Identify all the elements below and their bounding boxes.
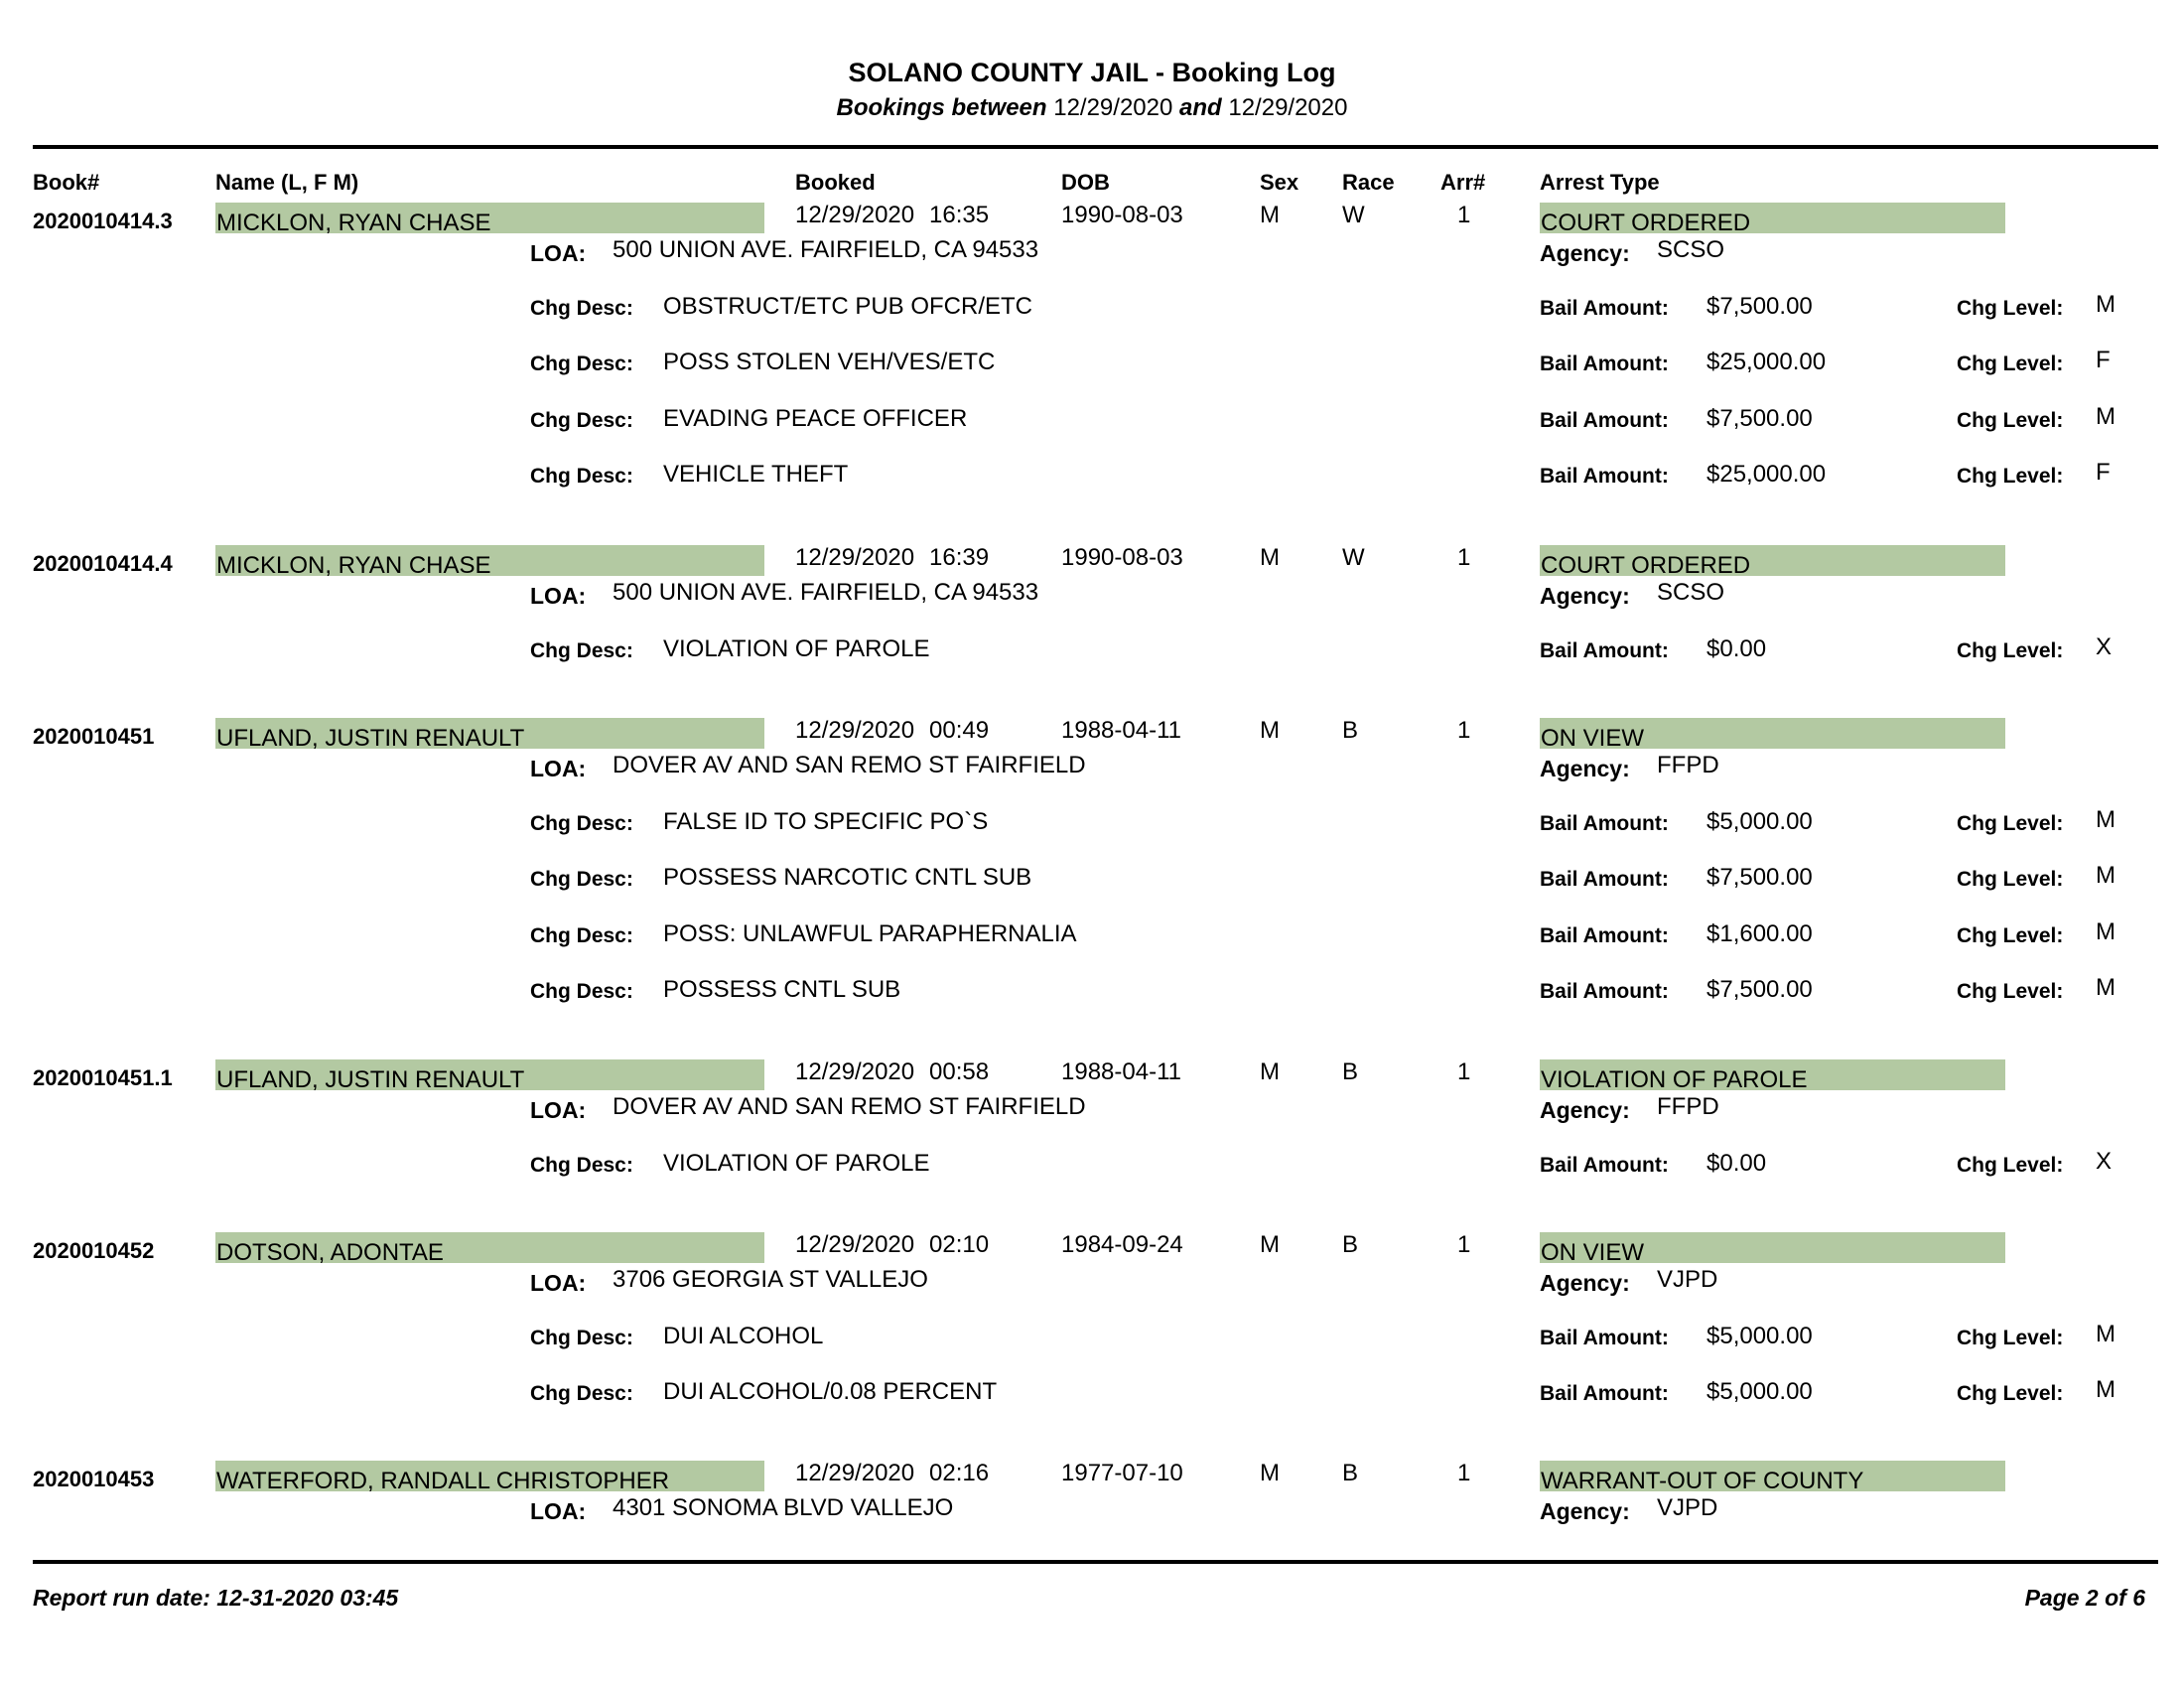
agency-label: Agency:: [1540, 240, 1630, 266]
sex: M: [1260, 717, 1280, 744]
chg-level-label: Chg Level:: [1957, 465, 2064, 488]
charge-row: [0, 1150, 2184, 1184]
charge-row: [0, 808, 2184, 842]
charge-row: [0, 864, 2184, 898]
loa-label: LOA:: [530, 1270, 587, 1296]
arrest-number: 1: [1457, 202, 1471, 228]
charge-row: [0, 461, 2184, 494]
chg-desc-value: VEHICLE THEFT: [663, 461, 849, 488]
booked-time: 02:10: [929, 1231, 990, 1258]
bail-amount-value: $25,000.00: [1706, 461, 1827, 488]
report-subtitle: [0, 94, 2184, 122]
date-to: 12/29/2020: [1228, 94, 1348, 121]
chg-desc-value: DUI ALCOHOL/0.08 PERCENT: [663, 1378, 998, 1405]
booked-date: 12/29/2020: [795, 1231, 915, 1258]
agency-label: Agency:: [1540, 583, 1630, 609]
arrest-number: 1: [1457, 1460, 1471, 1486]
booked-date: 12/29/2020: [795, 717, 915, 744]
agency-value: VJPD: [1657, 1494, 1718, 1521]
book-number: 2020010452: [33, 1238, 155, 1263]
chg-level-label: Chg Level:: [1957, 297, 2064, 320]
arrest-type: WARRANT-OUT OF COUNTY: [1541, 1468, 1864, 1494]
book-number: 2020010414.4: [33, 551, 173, 576]
chg-desc-label: Chg Desc:: [530, 812, 633, 835]
charge-row: [0, 1378, 2184, 1412]
sex: M: [1260, 544, 1280, 571]
bail-amount-value: $25,000.00: [1706, 349, 1827, 375]
person-name: MICKLON, RYAN CHASE: [216, 210, 491, 236]
agency-value: SCSO: [1657, 579, 1725, 606]
race: B: [1342, 1460, 1359, 1486]
page-number: Page 2 of 6: [2024, 1585, 2145, 1611]
chg-level-value: M: [2096, 403, 2116, 430]
footer-rule: [33, 1560, 2158, 1564]
chg-level-label: Chg Level:: [1957, 352, 2064, 375]
col-race: Race: [1342, 170, 1395, 195]
loa-label: LOA:: [530, 240, 587, 266]
booked-time: 00:49: [929, 717, 990, 744]
sex: M: [1260, 1460, 1280, 1486]
chg-level-label: Chg Level:: [1957, 639, 2064, 662]
arrest-type: ON VIEW: [1541, 1239, 1645, 1266]
chg-desc-label: Chg Desc:: [530, 980, 633, 1003]
chg-desc-label: Chg Desc:: [530, 639, 633, 662]
name-highlight: [215, 1059, 764, 1093]
agency-value: FFPD: [1657, 752, 1719, 778]
dob: 1988-04-11: [1061, 1058, 1181, 1085]
chg-level-label: Chg Level:: [1957, 1382, 2064, 1405]
chg-level-value: M: [2096, 974, 2116, 1001]
sex: M: [1260, 1231, 1280, 1258]
booked-date: 12/29/2020: [795, 1460, 915, 1486]
chg-level-label: Chg Level:: [1957, 924, 2064, 947]
person-name: MICKLON, RYAN CHASE: [216, 552, 491, 579]
arrest-type: COURT ORDERED: [1541, 552, 1751, 579]
bail-amount-label: Bail Amount:: [1540, 1327, 1669, 1349]
bail-amount-label: Bail Amount:: [1540, 465, 1669, 488]
bail-amount-value: $7,500.00: [1706, 405, 1813, 432]
agency-value: FFPD: [1657, 1093, 1719, 1120]
dob: 1990-08-03: [1061, 202, 1183, 228]
name-highlight: [215, 545, 764, 579]
col-book: Book#: [33, 170, 100, 195]
bail-amount-label: Bail Amount:: [1540, 1154, 1669, 1177]
loa-value: 3706 GEORGIA ST VALLEJO: [613, 1266, 928, 1293]
chg-desc-value: FALSE ID TO SPECIFIC PO`S: [663, 808, 989, 835]
book-number: 2020010451.1: [33, 1065, 173, 1090]
chg-level-value: M: [2096, 1321, 2116, 1347]
person-name: UFLAND, JUSTIN RENAULT: [216, 1066, 525, 1093]
arrest-type-highlight: [1540, 203, 2005, 236]
bail-amount-label: Bail Amount:: [1540, 980, 1669, 1003]
bail-amount-value: $5,000.00: [1706, 1378, 1813, 1405]
charge-row: [0, 349, 2184, 382]
report-run-date: Report run date: 12-31-2020 03:45: [33, 1585, 399, 1611]
chg-level-label: Chg Level:: [1957, 980, 2064, 1003]
col-name: Name (L, F M): [215, 170, 359, 195]
chg-desc-label: Chg Desc:: [530, 1154, 633, 1177]
chg-level-label: Chg Level:: [1957, 409, 2064, 432]
race: W: [1342, 202, 1365, 228]
chg-level-value: F: [2096, 459, 2111, 486]
arrest-number: 1: [1457, 1231, 1471, 1258]
loa-value: 500 UNION AVE. FAIRFIELD, CA 94533: [613, 579, 1039, 606]
loa-value: DOVER AV AND SAN REMO ST FAIRFIELD: [613, 752, 1086, 778]
arrest-type-highlight: [1540, 1059, 2005, 1093]
chg-level-label: Chg Level:: [1957, 812, 2064, 835]
chg-desc-label: Chg Desc:: [530, 352, 633, 375]
bail-amount-label: Bail Amount:: [1540, 297, 1669, 320]
dob: 1990-08-03: [1061, 544, 1183, 571]
chg-level-value: X: [2096, 1148, 2113, 1175]
arrest-type-highlight: [1540, 718, 2005, 752]
agency-label: Agency:: [1540, 756, 1630, 781]
name-highlight: [215, 1232, 764, 1266]
book-number: 2020010451: [33, 724, 155, 749]
book-number: 2020010453: [33, 1467, 155, 1491]
loa-label: LOA:: [530, 756, 587, 781]
chg-desc-value: POSSESS CNTL SUB: [663, 976, 901, 1003]
race: W: [1342, 544, 1365, 571]
bail-amount-value: $7,500.00: [1706, 976, 1813, 1003]
chg-level-value: M: [2096, 862, 2116, 889]
chg-desc-value: VIOLATION OF PAROLE: [663, 635, 930, 662]
race: B: [1342, 1058, 1359, 1085]
bail-amount-label: Bail Amount:: [1540, 1382, 1669, 1405]
agency-value: VJPD: [1657, 1266, 1718, 1293]
subtitle-and: and: [1179, 94, 1222, 121]
bail-amount-label: Bail Amount:: [1540, 409, 1669, 432]
name-highlight: [215, 1461, 764, 1494]
loa-value: DOVER AV AND SAN REMO ST FAIRFIELD: [613, 1093, 1086, 1120]
arrest-number: 1: [1457, 717, 1471, 744]
col-sex: Sex: [1260, 170, 1299, 195]
chg-desc-value: POSSESS NARCOTIC CNTL SUB: [663, 864, 1032, 891]
chg-desc-label: Chg Desc:: [530, 1327, 633, 1349]
person-name: UFLAND, JUSTIN RENAULT: [216, 725, 525, 752]
person-name: WATERFORD, RANDALL CHRISTOPHER: [216, 1468, 670, 1494]
bail-amount-value: $5,000.00: [1706, 1323, 1813, 1349]
chg-desc-label: Chg Desc:: [530, 297, 633, 320]
person-name: DOTSON, ADONTAE: [216, 1239, 444, 1266]
bail-amount-value: $7,500.00: [1706, 864, 1813, 891]
booked-date: 12/29/2020: [795, 1058, 915, 1085]
chg-level-label: Chg Level:: [1957, 1327, 2064, 1349]
chg-desc-value: OBSTRUCT/ETC PUB OFCR/ETC: [663, 293, 1033, 320]
header-rule: [33, 145, 2158, 149]
col-arr: Arr#: [1440, 170, 1486, 195]
col-arrest-type: Arrest Type: [1540, 170, 1660, 195]
sex: M: [1260, 202, 1280, 228]
booked-date: 12/29/2020: [795, 202, 915, 228]
chg-level-value: M: [2096, 806, 2116, 833]
charge-row: [0, 635, 2184, 669]
bail-amount-label: Bail Amount:: [1540, 639, 1669, 662]
arrest-number: 1: [1457, 544, 1471, 571]
subtitle-prefix: Bookings between: [836, 94, 1047, 121]
race: B: [1342, 717, 1359, 744]
chg-desc-value: POSS: UNLAWFUL PARAPHERNALIA: [663, 920, 1077, 947]
loa-label: LOA:: [530, 1097, 587, 1123]
arrest-type-highlight: [1540, 1461, 2005, 1494]
loa-label: LOA:: [530, 583, 587, 609]
date-from: 12/29/2020: [1053, 94, 1173, 121]
chg-desc-label: Chg Desc:: [530, 924, 633, 947]
arrest-type: VIOLATION OF PAROLE: [1541, 1066, 1808, 1093]
chg-level-value: M: [2096, 291, 2116, 318]
booked-date: 12/29/2020: [795, 544, 915, 571]
chg-level-value: F: [2096, 347, 2111, 373]
chg-desc-label: Chg Desc:: [530, 1382, 633, 1405]
chg-level-label: Chg Level:: [1957, 868, 2064, 891]
dob: 1977-07-10: [1061, 1460, 1183, 1486]
bail-amount-label: Bail Amount:: [1540, 352, 1669, 375]
agency-value: SCSO: [1657, 236, 1725, 263]
agency-label: Agency:: [1540, 1498, 1630, 1524]
charge-row: [0, 920, 2184, 954]
chg-desc-label: Chg Desc:: [530, 868, 633, 891]
col-booked: Booked: [795, 170, 876, 195]
arrest-type-highlight: [1540, 1232, 2005, 1266]
chg-level-value: M: [2096, 1376, 2116, 1403]
charge-row: [0, 293, 2184, 327]
chg-desc-label: Chg Desc:: [530, 465, 633, 488]
race: B: [1342, 1231, 1359, 1258]
name-highlight: [215, 203, 764, 236]
dob: 1984-09-24: [1061, 1231, 1183, 1258]
bail-amount-value: $0.00: [1706, 1150, 1767, 1177]
bail-amount-value: $7,500.00: [1706, 293, 1813, 320]
chg-desc-value: DUI ALCOHOL: [663, 1323, 824, 1349]
col-dob: DOB: [1061, 170, 1110, 195]
sex: M: [1260, 1058, 1280, 1085]
chg-level-label: Chg Level:: [1957, 1154, 2064, 1177]
loa-value: 4301 SONOMA BLVD VALLEJO: [613, 1494, 954, 1521]
booked-time: 16:39: [929, 544, 990, 571]
bail-amount-value: $1,600.00: [1706, 920, 1813, 947]
charge-row: [0, 1323, 2184, 1356]
dob: 1988-04-11: [1061, 717, 1181, 744]
arrest-type-highlight: [1540, 545, 2005, 579]
name-highlight: [215, 718, 764, 752]
booked-time: 16:35: [929, 202, 990, 228]
bail-amount-label: Bail Amount:: [1540, 924, 1669, 947]
booked-time: 02:16: [929, 1460, 990, 1486]
loa-value: 500 UNION AVE. FAIRFIELD, CA 94533: [613, 236, 1039, 263]
arrest-type: ON VIEW: [1541, 725, 1645, 752]
agency-label: Agency:: [1540, 1270, 1630, 1296]
bail-amount-label: Bail Amount:: [1540, 812, 1669, 835]
arrest-type: COURT ORDERED: [1541, 210, 1751, 236]
chg-level-value: M: [2096, 918, 2116, 945]
charge-row: [0, 976, 2184, 1010]
bail-amount-value: $0.00: [1706, 635, 1767, 662]
chg-desc-value: EVADING PEACE OFFICER: [663, 405, 968, 432]
bail-amount-value: $5,000.00: [1706, 808, 1813, 835]
chg-desc-label: Chg Desc:: [530, 409, 633, 432]
report-title: SOLANO COUNTY JAIL - Booking Log: [848, 58, 1336, 87]
booked-time: 00:58: [929, 1058, 990, 1085]
loa-label: LOA:: [530, 1498, 587, 1524]
arrest-number: 1: [1457, 1058, 1471, 1085]
chg-desc-value: VIOLATION OF PAROLE: [663, 1150, 930, 1177]
chg-desc-value: POSS STOLEN VEH/VES/ETC: [663, 349, 996, 375]
charge-row: [0, 405, 2184, 439]
agency-label: Agency:: [1540, 1097, 1630, 1123]
book-number: 2020010414.3: [33, 209, 173, 233]
bail-amount-label: Bail Amount:: [1540, 868, 1669, 891]
chg-level-value: X: [2096, 633, 2113, 660]
